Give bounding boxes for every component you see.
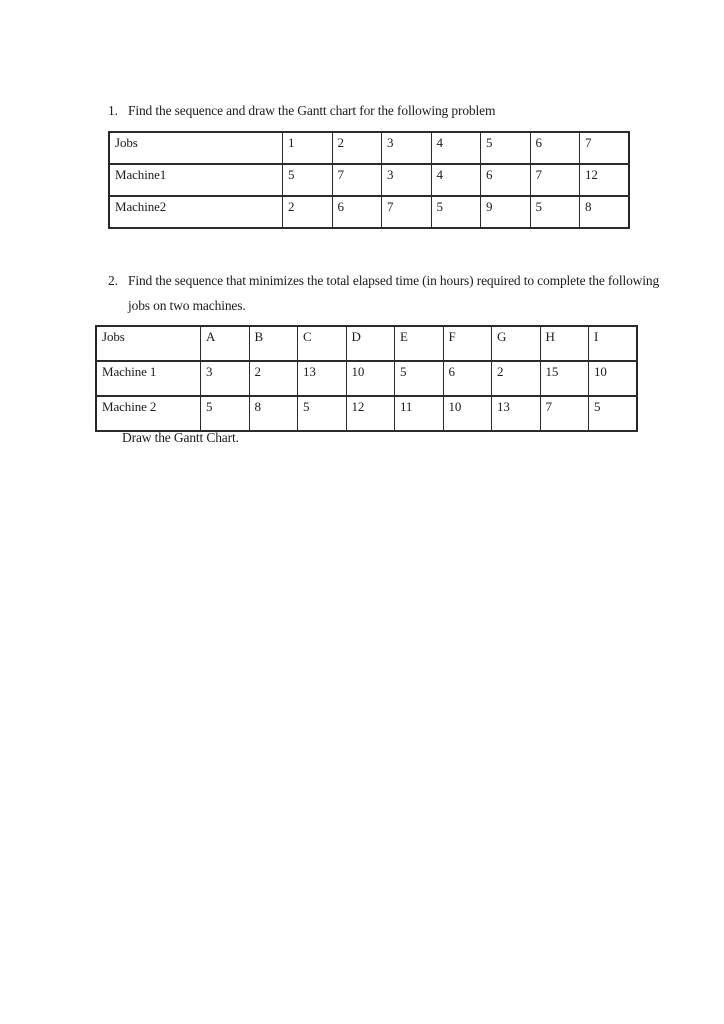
value-cell: 5 xyxy=(481,132,531,164)
value-cell: 3 xyxy=(382,164,432,196)
value-cell: 7 xyxy=(530,164,580,196)
problem-2-text-line-1: Find the sequence that minimizes the total elapsed time (in hours) required to complete the following xyxy=(128,273,660,288)
row-label-cell: Machine2 xyxy=(109,196,283,228)
value-cell: H xyxy=(540,326,589,361)
problem-1-text: Find the sequence and draw the Gantt chart for the following problem xyxy=(128,103,496,118)
value-cell: 5 xyxy=(283,164,333,196)
value-cell: A xyxy=(201,326,250,361)
value-cell: I xyxy=(589,326,638,361)
row-label-cell: Machine 2 xyxy=(96,396,201,431)
value-cell: 5 xyxy=(298,396,347,431)
value-cell: 2 xyxy=(492,361,541,396)
table-row xyxy=(109,132,629,164)
value-cell: 6 xyxy=(481,164,531,196)
value-cell: 7 xyxy=(332,164,382,196)
table-row xyxy=(96,361,637,396)
value-cell: 12 xyxy=(580,164,630,196)
value-cell: D xyxy=(346,326,395,361)
value-cell: 8 xyxy=(249,396,298,431)
problem-2-heading xyxy=(108,273,659,289)
value-cell: 1 xyxy=(283,132,333,164)
table-row xyxy=(96,396,637,431)
table-row xyxy=(109,164,629,196)
value-cell: 6 xyxy=(332,196,382,228)
value-cell: 2 xyxy=(249,361,298,396)
problem-1-heading xyxy=(108,103,495,119)
table-row xyxy=(96,326,637,361)
value-cell: 6 xyxy=(530,132,580,164)
value-cell: F xyxy=(443,326,492,361)
row-label-cell: Machine1 xyxy=(109,164,283,196)
value-cell: 5 xyxy=(395,361,444,396)
problem-1-number: 1. xyxy=(108,103,118,118)
value-cell: G xyxy=(492,326,541,361)
value-cell: 8 xyxy=(580,196,630,228)
problem-2-number: 2. xyxy=(108,273,118,288)
value-cell: 3 xyxy=(201,361,250,396)
value-cell: 5 xyxy=(589,396,638,431)
value-cell: 6 xyxy=(443,361,492,396)
value-cell: 10 xyxy=(443,396,492,431)
value-cell: 7 xyxy=(580,132,630,164)
value-cell: 13 xyxy=(492,396,541,431)
value-cell: B xyxy=(249,326,298,361)
value-cell: 12 xyxy=(346,396,395,431)
value-cell: 5 xyxy=(201,396,250,431)
value-cell: E xyxy=(395,326,444,361)
problem-2-table xyxy=(95,325,638,432)
table-row xyxy=(109,196,629,228)
problem-1-table xyxy=(108,131,630,229)
value-cell: 3 xyxy=(382,132,432,164)
value-cell: 5 xyxy=(530,196,580,228)
value-cell: 15 xyxy=(540,361,589,396)
value-cell: 13 xyxy=(298,361,347,396)
gantt-chart-instruction: Draw the Gantt Chart. xyxy=(122,430,239,445)
value-cell: C xyxy=(298,326,347,361)
value-cell: 4 xyxy=(431,164,481,196)
value-cell: 5 xyxy=(431,196,481,228)
value-cell: 7 xyxy=(382,196,432,228)
value-cell: 10 xyxy=(589,361,638,396)
row-label-cell: Jobs xyxy=(96,326,201,361)
value-cell: 4 xyxy=(431,132,481,164)
value-cell: 9 xyxy=(481,196,531,228)
problem-2-text-line-2: jobs on two machines. xyxy=(128,298,246,313)
value-cell: 11 xyxy=(395,396,444,431)
value-cell: 2 xyxy=(332,132,382,164)
value-cell: 2 xyxy=(283,196,333,228)
row-label-cell: Machine 1 xyxy=(96,361,201,396)
row-label-cell: Jobs xyxy=(109,132,283,164)
value-cell: 7 xyxy=(540,396,589,431)
value-cell: 10 xyxy=(346,361,395,396)
